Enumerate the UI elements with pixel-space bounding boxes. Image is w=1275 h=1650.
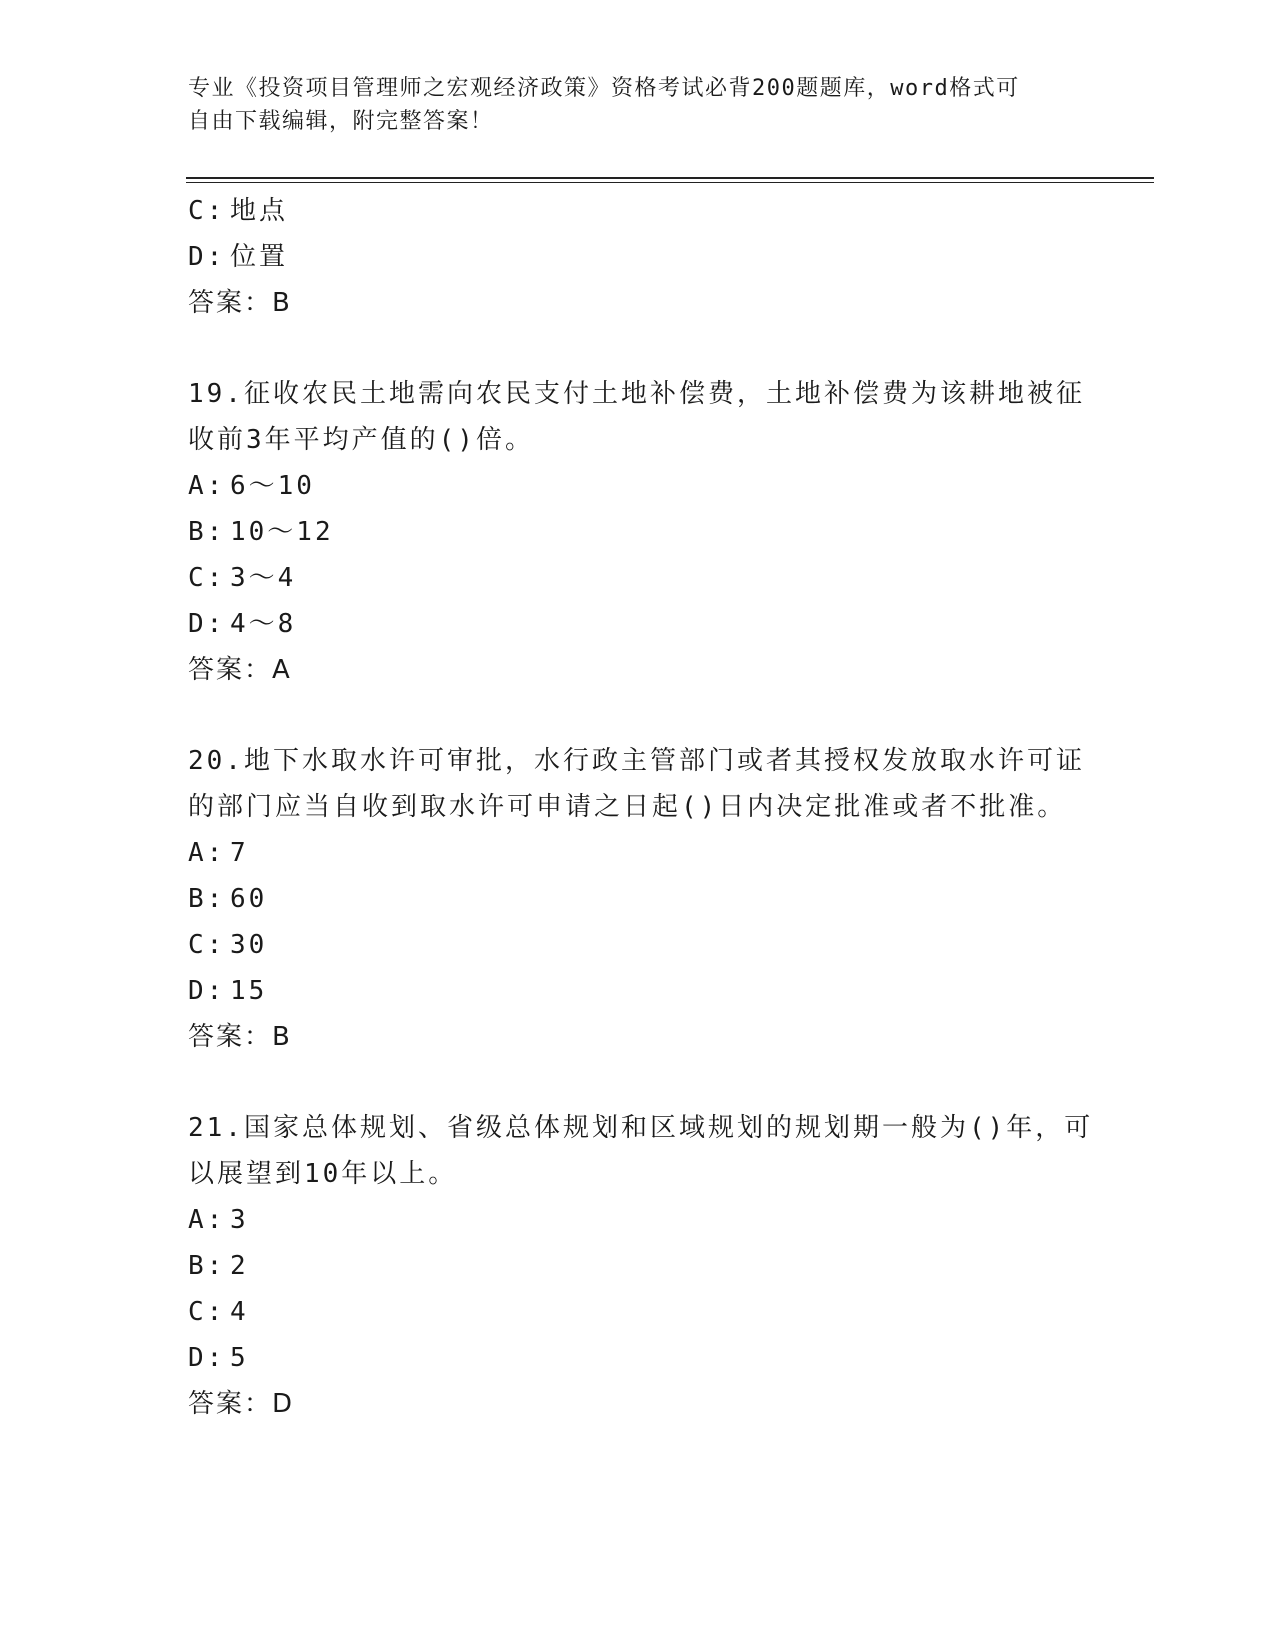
question-text-line-2: 以展望到10年以上。 [188,1159,458,1189]
option-d [188,234,1088,280]
question-text-line-2: 收前3年平均产值的()倍。 [188,425,534,455]
option-text: 4～8 [230,609,297,639]
answer-line: 答案：D [188,1389,295,1419]
option-key: B: [188,517,226,547]
header-line-2: 自由下载编辑，附完整答案！ [188,109,494,134]
option-key: C: [188,930,226,960]
header-line-1: 专业《投资项目管理师之宏观经济政策》资格考试必背200题题库，word格式可 [188,76,1020,101]
option-key: B: [188,884,226,914]
question-text-line-1: 20.地下水取水许可审批，水行政主管部门或者其授权发放取水许可证 [188,746,1085,776]
header-divider-bottom [186,182,1154,183]
option-b [188,1243,1088,1289]
option-a [188,463,1088,509]
option-key: A: [188,838,226,868]
question-text-line-2: 的部门应当自收到取水许可申请之日起()日内决定批准或者不批准。 [188,792,1067,822]
option-text: 3 [230,1205,249,1235]
option-text: 15 [230,976,268,1006]
option-key: D: [188,609,226,639]
option-c [188,922,1088,968]
option-key: D: [188,242,226,272]
option-d [188,1335,1088,1381]
answer-line: 答案：A [188,655,292,685]
option-c [188,188,1088,234]
option-key: A: [188,471,226,501]
option-text: 30 [230,930,268,960]
option-key: B: [188,1251,226,1281]
document-body [188,188,1094,1427]
option-key: C: [188,563,226,593]
option-key: C: [188,196,226,226]
option-c [188,555,1088,601]
question-21 [188,1105,1094,1427]
question-19 [188,371,1088,693]
option-a [188,1197,1088,1243]
question-text-line-1: 21.国家总体规划、省级总体规划和区域规划的规划期一般为()年，可 [188,1113,1094,1143]
option-text: 2 [230,1251,249,1281]
option-key: A: [188,1205,226,1235]
option-key: C: [188,1297,226,1327]
option-d [188,968,1088,1014]
question-text-line-1: 19.征收农民土地需向农民支付土地补偿费，土地补偿费为该耕地被征 [188,379,1085,409]
option-text: 60 [230,884,268,914]
option-key: D: [188,1343,226,1373]
option-text: 地点 [230,196,289,226]
option-b [188,876,1088,922]
option-key: D: [188,976,226,1006]
option-d [188,601,1088,647]
option-text: 位置 [230,242,289,272]
option-text: 4 [230,1297,249,1327]
option-text: 10～12 [230,517,334,547]
option-text: 5 [230,1343,249,1373]
option-c [188,1289,1088,1335]
option-text: 6～10 [230,471,315,501]
option-text: 3～4 [230,563,297,593]
option-text: 7 [230,838,249,868]
option-a [188,830,1088,876]
answer-line: 答案：B [188,288,292,318]
question-18-tail [188,188,1088,326]
question-20 [188,738,1088,1060]
header-divider-top [186,177,1154,179]
page-header [188,72,1068,138]
answer-line: 答案：B [188,1022,292,1052]
option-b [188,509,1088,555]
